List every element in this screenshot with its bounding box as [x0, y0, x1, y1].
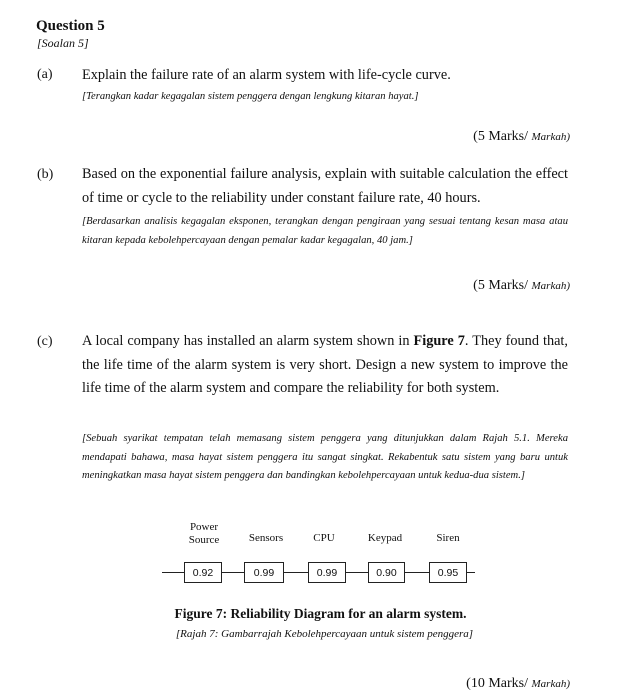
block-label-keypad: Keypad — [367, 532, 403, 544]
marks-label-malay: Markah) — [531, 678, 570, 690]
part-c-question — [82, 330, 568, 401]
block-siren: 0.95 — [429, 562, 467, 583]
figure-caption: Figure 7: Reliability Diagram for an alarm system. — [174, 606, 467, 621]
part-b-question: Based on the exponential failure analysis, explain with suitable calculation the effect of time or cycle to the reliability under constant failure rate, 40 hours. — [82, 166, 568, 206]
part-c-question-malay: [Sebuah syarikat tempatan telah memasang sistem penggera yang ditunjukkan dalam Rajah 5.1. Mereka mendapati bahawa, masa hayat sistem penggera itu sangat singkat. Rekabentuk satu sistem yang baru untuk meningkatkan masa hayat sistem penggera dan bandingkan kebolehpercayaan untuk kedua-dua sistem.] — [82, 433, 568, 481]
part-b-question-malay: [Berdasarkan analisis kegagalan eksponen, terangkan dengan pengiraan yang sesuai tentang kesan masa atau kitaran kepada kebolehpercayaan dengan pemalar kadar kegagalan, 40 jam.] — [82, 216, 568, 246]
label-line-2: Source — [188, 534, 220, 546]
connector-line — [222, 572, 244, 573]
figure-reference: Figure 7 — [413, 333, 465, 349]
part-c-label: (c) — [37, 334, 53, 349]
part-c-marks — [466, 676, 570, 692]
figure-caption-malay: [Rajah 7: Gambarrajah Kebolehpercayaan untuk sistem penggera] — [175, 628, 474, 640]
marks-label: (5 Marks/ — [473, 129, 528, 144]
connector-line — [346, 572, 368, 573]
part-a-label: (a) — [37, 67, 53, 82]
block-cpu: 0.99 — [308, 562, 346, 583]
connector-line — [284, 572, 308, 573]
marks-label-malay: Markah) — [531, 131, 570, 143]
block-label-power-source — [181, 521, 227, 547]
part-a-question: Explain the failure rate of an alarm system with life-cycle curve. — [82, 67, 451, 83]
part-a-marks — [473, 129, 570, 145]
marks-label: (10 Marks/ — [466, 676, 528, 691]
marks-label-malay: Markah) — [531, 280, 570, 292]
block-label-siren: Siren — [436, 532, 460, 544]
block-power-source: 0.92 — [184, 562, 222, 583]
question-title-malay: [Soalan 5] — [37, 36, 89, 50]
connector-line — [467, 572, 475, 573]
marks-label: (5 Marks/ — [473, 278, 528, 293]
part-a-question-malay: [Terangkan kadar kegagalan sistem penggera dengan lengkung kitaran hayat.] — [82, 91, 419, 102]
part-c-text-2: . They found that, the life time of the alarm system is very short. Design a new system to improve the life time of the alarm system and compare the reliability for both system. — [82, 333, 568, 396]
connector-line — [162, 572, 184, 573]
block-sensors: 0.99 — [244, 562, 284, 583]
part-b-marks — [473, 278, 570, 294]
block-label-cpu: CPU — [313, 532, 335, 544]
connector-line — [405, 572, 429, 573]
block-label-sensors: Sensors — [248, 532, 284, 544]
part-b-label: (b) — [37, 167, 54, 182]
question-title: Question 5 — [36, 18, 105, 34]
block-keypad: 0.90 — [368, 562, 405, 583]
part-c-text-1: A local company has installed an alarm system shown in — [82, 333, 414, 349]
label-line-1: Power — [189, 521, 219, 533]
